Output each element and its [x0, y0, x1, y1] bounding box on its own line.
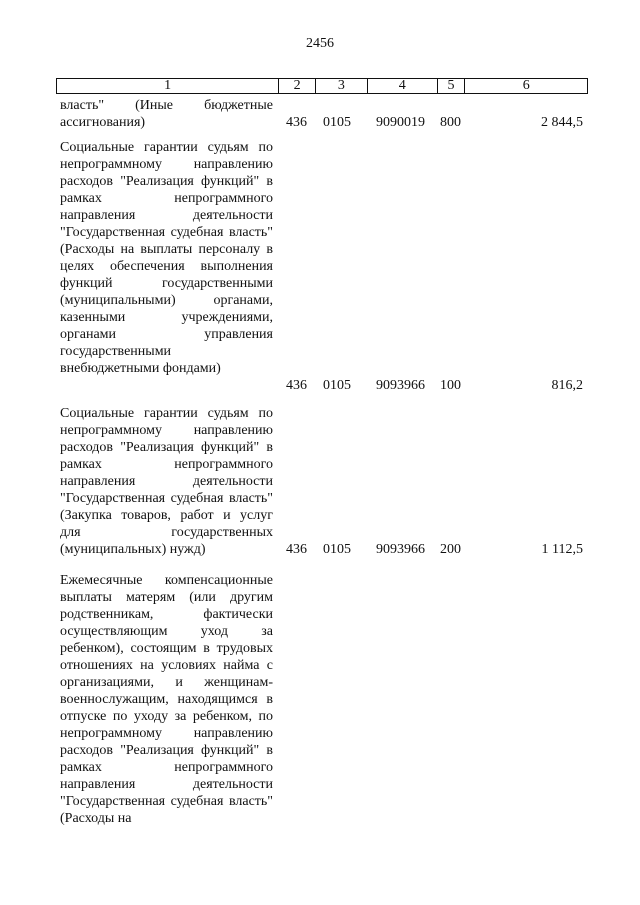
- row-2-description: Социальные гарантии судьям по непрограммному направлению расходов "Реализация функций" в рамках непрограммного направления деятельности "Государственная судебная власть" (Расходы на выплаты персоналу в целях обеспечения выполнения функций государственными (муниципальными) органами, казенными учреждениями, органами управления государственными внебюджетными фондами): [60, 140, 273, 376]
- row-3-description: Социальные гарантии судьям по непрограммному направлению расходов "Реализация функций" в рамках непрограммного направления деятельности "Государственная судебная власть" (Закупка товаров, работ и услуг для государственных (муниципальных) нужд): [60, 406, 273, 557]
- row-2-code-4: 9093966: [376, 378, 425, 393]
- row-3-amount: 1 112,5: [541, 542, 583, 557]
- header-col-5: 5: [438, 79, 466, 93]
- header-col-3: 3: [316, 79, 368, 93]
- page-number: 2456: [306, 36, 334, 51]
- row-1-code-4: 9090019: [376, 115, 425, 130]
- header-col-1: 1: [57, 79, 279, 93]
- header-col-6: 6: [522, 78, 530, 93]
- row-1-code-2: 436: [286, 115, 307, 130]
- row-3-code-5: 200: [440, 542, 461, 557]
- row-1-code-5: 800: [440, 115, 461, 130]
- row-2-code-5: 100: [440, 378, 461, 393]
- header-col-4: 4: [368, 79, 438, 93]
- header-col-2: 2: [279, 79, 316, 93]
- row-1-amount: 2 844,5: [541, 115, 583, 130]
- row-3-code-2: 436: [286, 542, 307, 557]
- row-1-description: власть" (Иные бюджетные ассигнования): [60, 98, 273, 130]
- row-2-amount: 816,2: [551, 378, 583, 393]
- row-4-description: Ежемесячные компенсационные выплаты матерям (или другим родственникам, фактически осуществляющим уход за ребенком), состоящим в трудовых отношениях на условиях найма с организациями, и женщинам-военнослужащим, находящимся в отпуске по уходу за ребенком, по непрограммному направлению расходов "Реализация функций" в рамках непрограммного направления деятельности "Государственная судебная власть" (Расходы на: [60, 573, 273, 826]
- row-1-code-3: 0105: [323, 115, 351, 130]
- row-3-code-4: 9093966: [376, 542, 425, 557]
- table-header: [56, 78, 588, 94]
- row-2-code-3: 0105: [323, 378, 351, 393]
- row-2-code-2: 436: [286, 378, 307, 393]
- row-3-code-3: 0105: [323, 542, 351, 557]
